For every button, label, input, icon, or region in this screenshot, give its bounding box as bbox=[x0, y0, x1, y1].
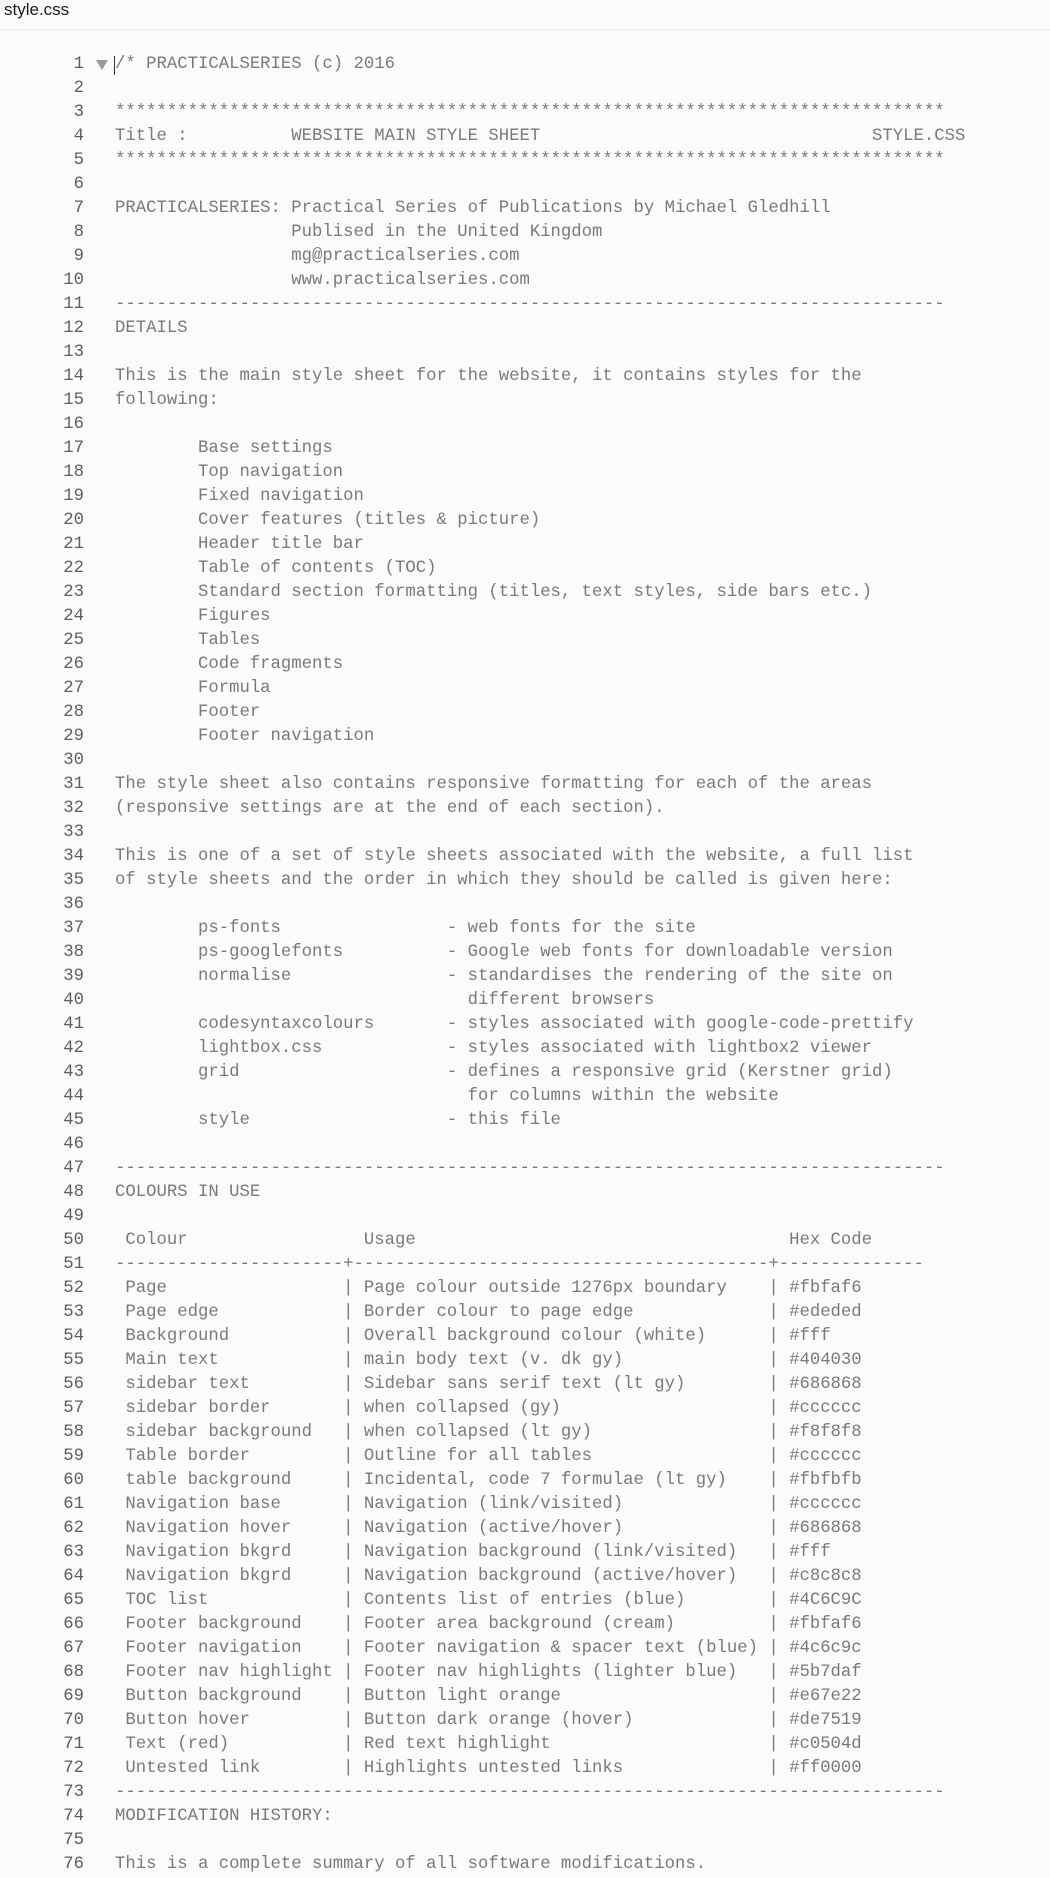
line-text: Top navigation bbox=[115, 463, 344, 482]
code-line[interactable] bbox=[0, 149, 1050, 173]
code-line[interactable] bbox=[0, 1349, 1050, 1373]
line-number: 62 bbox=[63, 1519, 84, 1538]
line-text: MODIFICATION HISTORY: bbox=[115, 1807, 333, 1826]
line-number: 40 bbox=[63, 991, 84, 1010]
line-number: 59 bbox=[63, 1447, 84, 1466]
line-number: 43 bbox=[63, 1063, 84, 1082]
code-line[interactable] bbox=[0, 821, 1050, 845]
fold-toggle-icon[interactable] bbox=[96, 60, 108, 70]
line-number: 47 bbox=[63, 1159, 84, 1178]
line-number: 42 bbox=[63, 1039, 84, 1058]
code-line[interactable] bbox=[0, 1853, 1050, 1877]
line-number: 54 bbox=[63, 1327, 84, 1346]
code-line[interactable] bbox=[0, 629, 1050, 653]
line-number: 65 bbox=[63, 1591, 84, 1610]
line-number: 72 bbox=[63, 1759, 84, 1778]
code-line[interactable] bbox=[0, 1541, 1050, 1565]
line-text: Header title bar bbox=[115, 535, 364, 554]
code-line[interactable] bbox=[0, 437, 1050, 461]
line-text: PRACTICALSERIES: Practical Series of Publications by Michael Gledhill bbox=[115, 199, 831, 218]
code-line[interactable] bbox=[0, 1589, 1050, 1613]
code-line[interactable] bbox=[0, 653, 1050, 677]
line-text: -------------------------------------------------------------------------------- bbox=[115, 1159, 945, 1178]
code-editor[interactable] bbox=[0, 53, 1050, 1877]
line-number: 16 bbox=[63, 415, 84, 434]
line-text: Footer navigation | Footer navigation & spacer text (blue) | #4c6c9c bbox=[115, 1639, 862, 1658]
line-number: 24 bbox=[63, 607, 84, 626]
line-text: This is a complete summary of all software modifications. bbox=[115, 1855, 707, 1874]
line-number: 55 bbox=[63, 1351, 84, 1370]
code-line[interactable] bbox=[0, 1085, 1050, 1109]
line-number: 18 bbox=[63, 463, 84, 482]
code-line[interactable] bbox=[0, 1421, 1050, 1445]
code-line[interactable] bbox=[0, 893, 1050, 917]
line-number: 5 bbox=[73, 151, 84, 170]
line-number: 38 bbox=[63, 943, 84, 962]
line-number: 15 bbox=[63, 391, 84, 410]
line-number: 48 bbox=[63, 1183, 84, 1202]
line-text: Figures bbox=[115, 607, 271, 626]
line-text: Page | Page colour outside 1276px boundary | #fbfaf6 bbox=[115, 1279, 862, 1298]
line-text: Background | Overall background colour (white) | #fff bbox=[115, 1327, 831, 1346]
line-text: Navigation base | Navigation (link/visited) | #cccccc bbox=[115, 1495, 862, 1514]
line-text: ******************************************************************************** bbox=[115, 151, 945, 170]
line-number: 30 bbox=[63, 751, 84, 770]
line-text: lightbox.css - styles associated with lightbox2 viewer bbox=[115, 1039, 873, 1058]
code-line[interactable] bbox=[0, 1181, 1050, 1205]
code-line[interactable] bbox=[0, 101, 1050, 125]
line-text: Cover features (titles & picture) bbox=[115, 511, 541, 530]
line-text: Main text | main body text (v. dk gy) | #404030 bbox=[115, 1351, 862, 1370]
code-line[interactable] bbox=[0, 1805, 1050, 1829]
code-line[interactable] bbox=[0, 1061, 1050, 1085]
code-line[interactable] bbox=[0, 1109, 1050, 1133]
code-line[interactable] bbox=[0, 1205, 1050, 1229]
line-number: 45 bbox=[63, 1111, 84, 1130]
code-line[interactable] bbox=[0, 1277, 1050, 1301]
code-line[interactable] bbox=[0, 341, 1050, 365]
line-text: Table border | Outline for all tables | #cccccc bbox=[115, 1447, 862, 1466]
line-text: ******************************************************************************** bbox=[115, 103, 945, 122]
line-number: 26 bbox=[63, 655, 84, 674]
line-text: Colour Usage Hex Code bbox=[115, 1231, 873, 1250]
code-line[interactable] bbox=[0, 365, 1050, 389]
line-number: 10 bbox=[63, 271, 84, 290]
line-text: Untested link | Highlights untested links | #ff0000 bbox=[115, 1759, 862, 1778]
line-number: 33 bbox=[63, 823, 84, 842]
code-line[interactable] bbox=[0, 269, 1050, 293]
line-number: 34 bbox=[63, 847, 84, 866]
code-line[interactable] bbox=[0, 1685, 1050, 1709]
code-line[interactable] bbox=[0, 725, 1050, 749]
line-text: Publised in the United Kingdom bbox=[115, 223, 603, 242]
line-number: 21 bbox=[63, 535, 84, 554]
code-line[interactable] bbox=[0, 1301, 1050, 1325]
code-line[interactable] bbox=[0, 1157, 1050, 1181]
code-line[interactable] bbox=[0, 773, 1050, 797]
code-line[interactable] bbox=[0, 221, 1050, 245]
line-number: 2 bbox=[73, 79, 84, 98]
line-text: following: bbox=[115, 391, 219, 410]
line-number: 60 bbox=[63, 1471, 84, 1490]
code-line[interactable] bbox=[0, 293, 1050, 317]
line-text: Navigation hover | Navigation (active/hover) | #686868 bbox=[115, 1519, 862, 1538]
line-text: -------------------------------------------------------------------------------- bbox=[115, 1783, 945, 1802]
line-number: 25 bbox=[63, 631, 84, 650]
line-text: This is one of a set of style sheets associated with the website, a full list bbox=[115, 847, 914, 866]
code-line[interactable] bbox=[0, 317, 1050, 341]
line-text: sidebar text | Sidebar sans serif text (lt gy) | #686868 bbox=[115, 1375, 862, 1394]
line-number: 1 bbox=[73, 55, 84, 74]
line-number: 29 bbox=[63, 727, 84, 746]
code-line[interactable] bbox=[0, 1013, 1050, 1037]
line-number: 11 bbox=[63, 295, 84, 314]
line-number: 53 bbox=[63, 1303, 84, 1322]
code-line[interactable] bbox=[0, 845, 1050, 869]
code-line[interactable] bbox=[0, 1397, 1050, 1421]
line-text: codesyntaxcolours - styles associated with google-code-prettify bbox=[115, 1015, 914, 1034]
line-number: 4 bbox=[73, 127, 84, 146]
line-number: 36 bbox=[63, 895, 84, 914]
line-text: Standard section formatting (titles, text styles, side bars etc.) bbox=[115, 583, 873, 602]
line-text: TOC list | Contents list of entries (blue) | #4C6C9C bbox=[115, 1591, 862, 1610]
code-line[interactable] bbox=[0, 1517, 1050, 1541]
line-number: 7 bbox=[73, 199, 84, 218]
line-text: DETAILS bbox=[115, 319, 188, 338]
line-number: 66 bbox=[63, 1615, 84, 1634]
line-number: 13 bbox=[63, 343, 84, 362]
code-line[interactable] bbox=[0, 1229, 1050, 1253]
line-number: 63 bbox=[63, 1543, 84, 1562]
code-line[interactable] bbox=[0, 797, 1050, 821]
line-number: 56 bbox=[63, 1375, 84, 1394]
line-text: sidebar border | when collapsed (gy) | #cccccc bbox=[115, 1399, 862, 1418]
code-line[interactable] bbox=[0, 509, 1050, 533]
code-line[interactable] bbox=[0, 917, 1050, 941]
line-number: 37 bbox=[63, 919, 84, 938]
line-text: Footer nav highlight | Footer nav highlights (lighter blue) | #5b7daf bbox=[115, 1663, 862, 1682]
code-line[interactable] bbox=[0, 989, 1050, 1013]
code-line[interactable] bbox=[0, 1709, 1050, 1733]
code-line[interactable] bbox=[0, 197, 1050, 221]
line-number: 27 bbox=[63, 679, 84, 698]
line-text: Footer navigation bbox=[115, 727, 375, 746]
code-line[interactable] bbox=[0, 413, 1050, 437]
code-line[interactable] bbox=[0, 1493, 1050, 1517]
line-number: 17 bbox=[63, 439, 84, 458]
line-text: ----------------------+----------------------------------------+-------------- bbox=[115, 1255, 924, 1274]
line-number: 19 bbox=[63, 487, 84, 506]
line-text: mg@practicalseries.com bbox=[115, 247, 520, 266]
line-text: The style sheet also contains responsive formatting for each of the areas bbox=[115, 775, 873, 794]
line-number: 76 bbox=[63, 1855, 84, 1874]
code-line[interactable] bbox=[0, 869, 1050, 893]
line-number: 39 bbox=[63, 967, 84, 986]
code-line[interactable] bbox=[0, 389, 1050, 413]
code-line[interactable] bbox=[0, 557, 1050, 581]
code-line[interactable] bbox=[0, 461, 1050, 485]
line-text: -------------------------------------------------------------------------------- bbox=[115, 295, 945, 314]
code-line[interactable] bbox=[0, 1757, 1050, 1781]
code-line[interactable] bbox=[0, 245, 1050, 269]
line-text: Code fragments bbox=[115, 655, 344, 674]
code-line[interactable] bbox=[0, 941, 1050, 965]
code-line[interactable] bbox=[0, 1565, 1050, 1589]
line-number: 75 bbox=[63, 1831, 84, 1850]
line-number: 64 bbox=[63, 1567, 84, 1586]
line-text: Base settings bbox=[115, 439, 333, 458]
line-number: 23 bbox=[63, 583, 84, 602]
line-text: COLOURS IN USE bbox=[115, 1183, 261, 1202]
line-number: 70 bbox=[63, 1711, 84, 1730]
line-text: grid - defines a responsive grid (Kerstner grid) bbox=[115, 1063, 893, 1082]
line-text: Button hover | Button dark orange (hover) | #de7519 bbox=[115, 1711, 862, 1730]
line-number: 3 bbox=[73, 103, 84, 122]
line-number: 74 bbox=[63, 1807, 84, 1826]
code-line[interactable] bbox=[0, 1133, 1050, 1157]
line-text: (responsive settings are at the end of each section). bbox=[115, 799, 665, 818]
line-number: 68 bbox=[63, 1663, 84, 1682]
line-number: 69 bbox=[63, 1687, 84, 1706]
line-text: Navigation bkgrd | Navigation background (active/hover) | #c8c8c8 bbox=[115, 1567, 862, 1586]
line-number: 61 bbox=[63, 1495, 84, 1514]
line-number: 41 bbox=[63, 1015, 84, 1034]
line-text: Title : WEBSITE MAIN STYLE SHEET STYLE.CSS bbox=[115, 127, 966, 146]
line-text: Footer bbox=[115, 703, 261, 722]
line-text: Text (red) | Red text highlight | #c0504d bbox=[115, 1735, 862, 1754]
line-text: www.practicalseries.com bbox=[115, 271, 530, 290]
code-line[interactable] bbox=[0, 485, 1050, 509]
line-text: Navigation bkgrd | Navigation background (link/visited) | #fff bbox=[115, 1543, 831, 1562]
line-number: 58 bbox=[63, 1423, 84, 1442]
line-number: 52 bbox=[63, 1279, 84, 1298]
editor-tab-bar bbox=[0, 0, 1050, 30]
code-line[interactable] bbox=[0, 605, 1050, 629]
code-line[interactable] bbox=[0, 77, 1050, 101]
code-line[interactable] bbox=[0, 1253, 1050, 1277]
line-number: 46 bbox=[63, 1135, 84, 1154]
code-line[interactable] bbox=[0, 677, 1050, 701]
line-text: different browsers bbox=[115, 991, 655, 1010]
code-line[interactable] bbox=[0, 1637, 1050, 1661]
line-text: Tables bbox=[115, 631, 261, 650]
line-text: /* PRACTICALSERIES (c) 2016 bbox=[115, 55, 396, 74]
line-text: normalise - standardises the rendering of the site on bbox=[115, 967, 893, 986]
line-number: 57 bbox=[63, 1399, 84, 1418]
line-text: ps-fonts - web fonts for the site bbox=[115, 919, 696, 938]
line-text: sidebar background | when collapsed (lt gy) | #f8f8f8 bbox=[115, 1423, 862, 1442]
code-line[interactable] bbox=[0, 1781, 1050, 1805]
code-line[interactable] bbox=[0, 1733, 1050, 1757]
line-number: 50 bbox=[63, 1231, 84, 1250]
code-line[interactable] bbox=[0, 1445, 1050, 1469]
code-line[interactable] bbox=[0, 965, 1050, 989]
line-number: 28 bbox=[63, 703, 84, 722]
line-number: 31 bbox=[63, 775, 84, 794]
line-number: 22 bbox=[63, 559, 84, 578]
line-number: 12 bbox=[63, 319, 84, 338]
code-line[interactable] bbox=[0, 1661, 1050, 1685]
line-number: 14 bbox=[63, 367, 84, 386]
code-line[interactable] bbox=[0, 581, 1050, 605]
line-text: table background | Incidental, code 7 formulae (lt gy) | #fbfbfb bbox=[115, 1471, 862, 1490]
code-line[interactable] bbox=[0, 1325, 1050, 1349]
line-text: for columns within the website bbox=[115, 1087, 779, 1106]
line-text: Table of contents (TOC) bbox=[115, 559, 437, 578]
line-number: 32 bbox=[63, 799, 84, 818]
line-number: 49 bbox=[63, 1207, 84, 1226]
line-text: ps-googlefonts - Google web fonts for downloadable version bbox=[115, 943, 893, 962]
line-number: 44 bbox=[63, 1087, 84, 1106]
code-line[interactable] bbox=[0, 1469, 1050, 1493]
line-text: of style sheets and the order in which they should be called is given here: bbox=[115, 871, 893, 890]
line-text: This is the main style sheet for the website, it contains styles for the bbox=[115, 367, 862, 386]
line-number: 35 bbox=[63, 871, 84, 890]
line-number: 8 bbox=[73, 223, 84, 242]
line-text: Formula bbox=[115, 679, 271, 698]
line-text: Button background | Button light orange | #e67e22 bbox=[115, 1687, 862, 1706]
code-line[interactable] bbox=[0, 125, 1050, 149]
code-line[interactable] bbox=[0, 533, 1050, 557]
line-number: 73 bbox=[63, 1783, 84, 1802]
code-line[interactable] bbox=[0, 1373, 1050, 1397]
code-line[interactable] bbox=[0, 1037, 1050, 1061]
line-number: 67 bbox=[63, 1639, 84, 1658]
file-tab-title[interactable]: style.css bbox=[4, 0, 70, 19]
line-text: style - this file bbox=[115, 1111, 561, 1130]
code-line[interactable] bbox=[0, 1613, 1050, 1637]
line-text: Fixed navigation bbox=[115, 487, 364, 506]
line-number: 9 bbox=[73, 247, 84, 266]
line-number: 71 bbox=[63, 1735, 84, 1754]
line-number: 20 bbox=[63, 511, 84, 530]
code-line[interactable] bbox=[0, 701, 1050, 725]
code-line[interactable] bbox=[0, 173, 1050, 197]
line-number: 6 bbox=[73, 175, 84, 194]
line-text: Footer background | Footer area background (cream) | #fbfaf6 bbox=[115, 1615, 862, 1634]
line-text: Page edge | Border colour to page edge | #ededed bbox=[115, 1303, 862, 1322]
code-line[interactable] bbox=[0, 1829, 1050, 1853]
code-line[interactable] bbox=[0, 53, 1050, 77]
line-number: 51 bbox=[63, 1255, 84, 1274]
code-line[interactable] bbox=[0, 749, 1050, 773]
